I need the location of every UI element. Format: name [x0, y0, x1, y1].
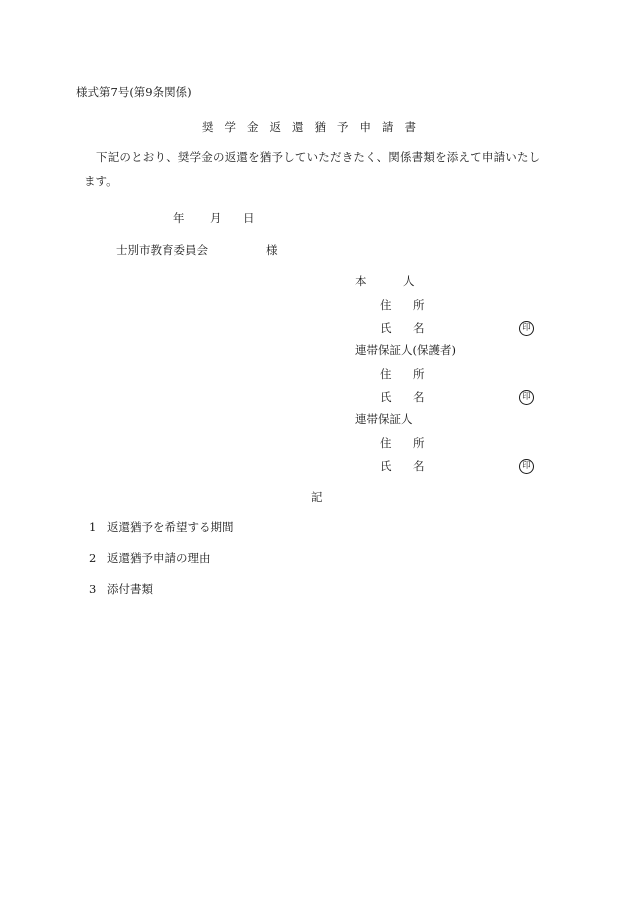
- intro-line-2: ます。: [84, 174, 118, 188]
- guarantor1-seal-icon: 印: [519, 390, 534, 405]
- date-year-label: 年: [173, 211, 185, 225]
- guarantor2-address-char1: 住: [380, 436, 392, 450]
- item-3-number: 3: [89, 582, 97, 596]
- guarantor2-label: 連帯保証人: [355, 412, 413, 426]
- guarantor1-address-char2: 所: [413, 367, 425, 381]
- guarantor1-name-char1: 氏: [380, 390, 392, 404]
- date-day-label: 日: [243, 211, 255, 225]
- form-number: 様式第7号(第9条関係): [76, 85, 192, 99]
- intro-line-1: 下記のとおり、奨学金の返還を猶予していただきたく、関係書類を添えて申請いたし: [96, 150, 541, 164]
- guarantor1-label: 連帯保証人(保護者): [355, 343, 456, 357]
- guarantor1-address-char1: 住: [380, 367, 392, 381]
- item-1-text: 返還猶予を希望する期間: [107, 520, 234, 534]
- addressee-honorific: 様: [266, 243, 278, 257]
- applicant-seal-icon: 印: [519, 321, 534, 336]
- item-2-number: 2: [89, 551, 97, 565]
- addressee-name: 士別市教育委員会: [116, 243, 208, 257]
- applicant-label-char1: 本: [355, 274, 367, 288]
- item-2-text: 返還猶予申請の理由: [107, 551, 211, 565]
- document-title: 奨学金返還猶予申請書: [202, 120, 427, 134]
- guarantor2-name-char1: 氏: [380, 459, 392, 473]
- guarantor2-seal-icon: 印: [519, 459, 534, 474]
- applicant-address-char1: 住: [380, 298, 392, 312]
- guarantor2-address-char2: 所: [413, 436, 425, 450]
- ki-heading: 記: [311, 490, 323, 504]
- applicant-name-char2: 名: [413, 321, 425, 335]
- applicant-address-char2: 所: [413, 298, 425, 312]
- item-3-text: 添付書類: [107, 582, 153, 596]
- date-month-label: 月: [210, 211, 222, 225]
- item-1-number: 1: [89, 520, 97, 534]
- applicant-label-char2: 人: [403, 274, 415, 288]
- applicant-name-char1: 氏: [380, 321, 392, 335]
- guarantor2-name-char2: 名: [413, 459, 425, 473]
- guarantor1-name-char2: 名: [413, 390, 425, 404]
